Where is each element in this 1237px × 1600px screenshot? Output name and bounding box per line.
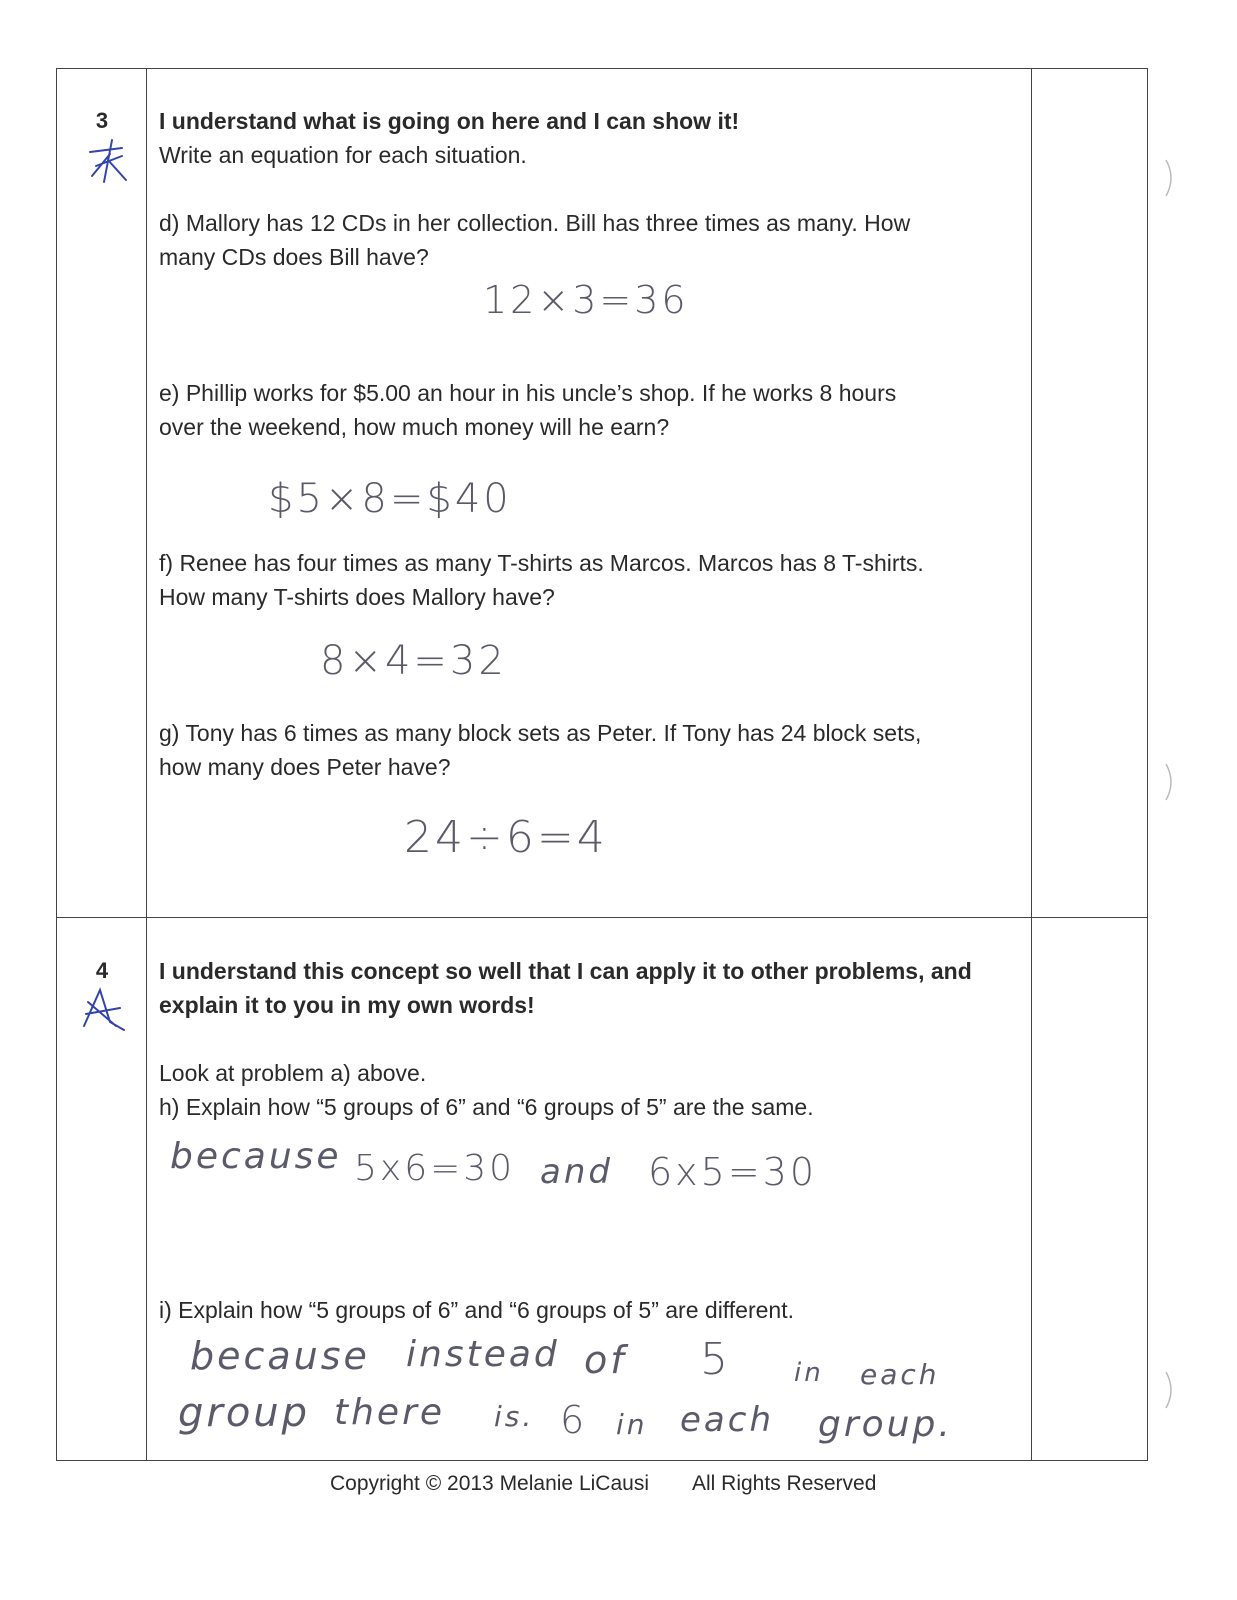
answer-h-eq1: 5x6=30: [354, 1148, 516, 1189]
answer-i-word: group: [178, 1390, 311, 1436]
problem-f-answer: 8×4=32: [320, 638, 507, 684]
level-number: 3: [95, 108, 109, 133]
problem-d-answer: 12×3=36: [483, 278, 689, 322]
answer-i-word: in: [616, 1408, 648, 1441]
problem-e-answer: $5×8=$40: [268, 476, 512, 522]
problem-g-answer: 24÷6=4: [404, 812, 608, 863]
question-i: i) Explain how “5 groups of 6” and “6 groups of 5” are different.: [159, 1297, 794, 1323]
section4-intro: Look at problem a) above.: [159, 1060, 427, 1086]
answer-i-word: is.: [494, 1400, 535, 1433]
answer-i-word: 5: [700, 1334, 731, 1385]
answer-i-word: instead: [406, 1334, 560, 1375]
section3-heading: I understand what is going on here and I can show it!: [159, 108, 740, 134]
hole-punch-mark: [1162, 1370, 1178, 1410]
answer-h-eq2: 6x5=30: [648, 1150, 818, 1194]
answer-h-conj: and: [540, 1152, 613, 1192]
answer-h-word: because: [170, 1136, 342, 1177]
answer-i-word: because: [190, 1334, 370, 1378]
star-mark: [82, 136, 132, 188]
answer-i-word: group.: [818, 1404, 953, 1445]
section4-heading: I understand this concept so well that I can apply it to other problems, and explain it to you in my own words!: [159, 958, 972, 1018]
hole-punch-mark: [1162, 762, 1178, 802]
star-mark: [80, 986, 130, 1032]
hole-punch-mark: [1162, 158, 1178, 198]
column-divider-right: [1031, 68, 1032, 1461]
level-number: 4: [95, 958, 109, 983]
problem-f-text: f) Renee has four times as many T-shirts as Marcos. Marcos has 8 T-shirts. How many T-shirts does Mallory have?: [159, 550, 924, 610]
answer-i-word: in: [794, 1358, 824, 1388]
row-divider: [56, 917, 1148, 918]
rights-text: All Rights Reserved: [692, 1472, 877, 1495]
problem-g-text: g) Tony has 6 times as many block sets as Peter. If Tony has 24 block sets, how many does Peter have?: [159, 720, 922, 780]
problem-d-text: d) Mallory has 12 CDs in her collection. Bill has three times as many. How many CDs does Bill have?: [159, 210, 911, 270]
answer-i-word: 6: [560, 1398, 588, 1442]
copyright-text: Copyright © 2013 Melanie LiCausi: [330, 1472, 649, 1495]
question-h: h) Explain how “5 groups of 6” and “6 groups of 5” are the same.: [159, 1094, 814, 1120]
section3-instruction: Write an equation for each situation.: [159, 142, 527, 168]
column-divider-left: [146, 68, 147, 1461]
answer-i-word: there: [334, 1392, 446, 1433]
answer-i-word: each: [860, 1358, 940, 1391]
answer-i-word: of: [584, 1338, 627, 1382]
problem-e-text: e) Phillip works for $5.00 an hour in his uncle’s shop. If he works 8 hours over the weekend, how much money will he earn?: [159, 380, 897, 440]
answer-i-word: each: [680, 1400, 774, 1440]
